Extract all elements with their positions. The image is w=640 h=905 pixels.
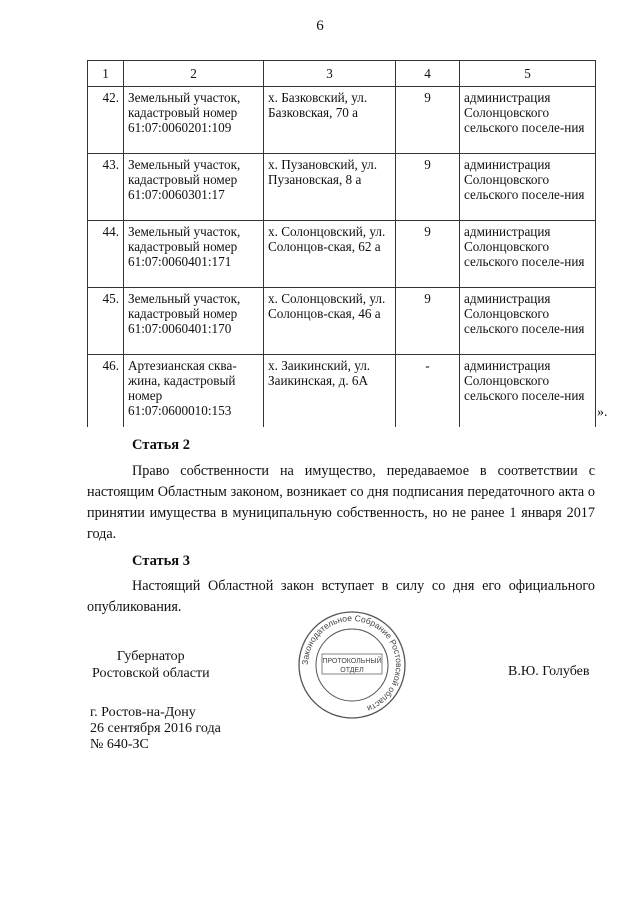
row-holder: администрация Солонцовского сельского поселе-ния	[460, 288, 596, 355]
header-col-2: 2	[124, 61, 264, 87]
row-holder: администрация Солонцовского сельского поселе-ния	[460, 154, 596, 221]
row-number: 42.	[88, 87, 124, 154]
row-area: 9	[396, 87, 460, 154]
table-row	[88, 87, 596, 154]
stamp-inner-line-2: ОТДЕЛ	[340, 667, 364, 674]
table-row	[88, 355, 596, 428]
stamp-inner-line-1: ПРОТОКОЛЬНЫЙ	[322, 658, 382, 665]
row-holder: администрация Солонцовского сельского поселе-ния	[460, 221, 596, 288]
document-city: г. Ростов-на-Дону	[90, 705, 196, 720]
row-address: х. Пузановский, ул. Пузановская, 8 а	[264, 154, 396, 221]
property-table	[87, 60, 596, 427]
header-col-4: 4	[396, 61, 460, 87]
official-stamp	[297, 610, 407, 720]
signatory-name: В.Ю. Голубев	[508, 664, 590, 679]
header-col-1: 1	[88, 61, 124, 87]
row-number: 43.	[88, 154, 124, 221]
row-object: Земельный участок, кадастровый номер 61:07:0060401:170	[124, 288, 264, 355]
page-number: 6	[316, 18, 324, 34]
row-object: Земельный участок, кадастровый номер 61:07:0060301:17	[124, 154, 264, 221]
signatory-position	[92, 648, 210, 682]
position-line-2: Ростовской области	[92, 666, 210, 681]
article-2-title: Статья 2	[132, 437, 190, 453]
table-row	[88, 221, 596, 288]
row-area: 9	[396, 154, 460, 221]
row-object: Земельный участок, кадастровый номер 61:07:0060201:109	[124, 87, 264, 154]
header-col-3: 3	[264, 61, 396, 87]
article-3-text: Настоящий Областной закон вступает в силу со дня его официального опубликования.	[87, 578, 595, 615]
row-object: Артезианская сква-жина, кадастровый номер 61:07:0600010:153	[124, 355, 264, 428]
table-row	[88, 288, 596, 355]
article-2-text: Право собственности на имущество, передаваемое в соответствии с настоящим Областным законом, возникает со дня подписания передаточного акта о принятии имущества в муниципальную собственность, но не ранее 1 января 2017 года.	[87, 463, 595, 542]
document-number: № 640-ЗС	[90, 737, 149, 752]
document-date: 26 сентября 2016 года	[90, 721, 221, 736]
row-number: 46.	[88, 355, 124, 428]
table-row	[88, 154, 596, 221]
row-holder: администрация Солонцовского сельского поселе-ния	[460, 87, 596, 154]
header-col-5: 5	[460, 61, 596, 87]
row-area: 9	[396, 221, 460, 288]
row-address: х. Солонцовский, ул. Солонцов-ская, 62 а	[264, 221, 396, 288]
row-area: 9	[396, 288, 460, 355]
position-line-1: Губернатор	[116, 649, 185, 664]
article-3-title: Статья 3	[132, 553, 190, 569]
row-holder: администрация Солонцовского сельского поселе-ния	[460, 355, 596, 428]
row-address: х. Заикинский, ул. Заикинская, д. 6А	[264, 355, 396, 428]
row-number: 45.	[88, 288, 124, 355]
document-footer	[90, 705, 221, 753]
row-object: Земельный участок, кадастровый номер 61:07:0060401:171	[124, 221, 264, 288]
stamp-outer-text: Законодательное Собрание Ростовской области	[299, 612, 405, 714]
row-number: 44.	[88, 221, 124, 288]
row-address: х. Солонцовский, ул. Солонцов-ская, 46 а	[264, 288, 396, 355]
row-area: -	[396, 355, 460, 428]
table-header-row	[88, 61, 596, 87]
row-address: х. Базковский, ул. Базковская, 70 а	[264, 87, 396, 154]
closing-quote: ».	[597, 405, 608, 420]
